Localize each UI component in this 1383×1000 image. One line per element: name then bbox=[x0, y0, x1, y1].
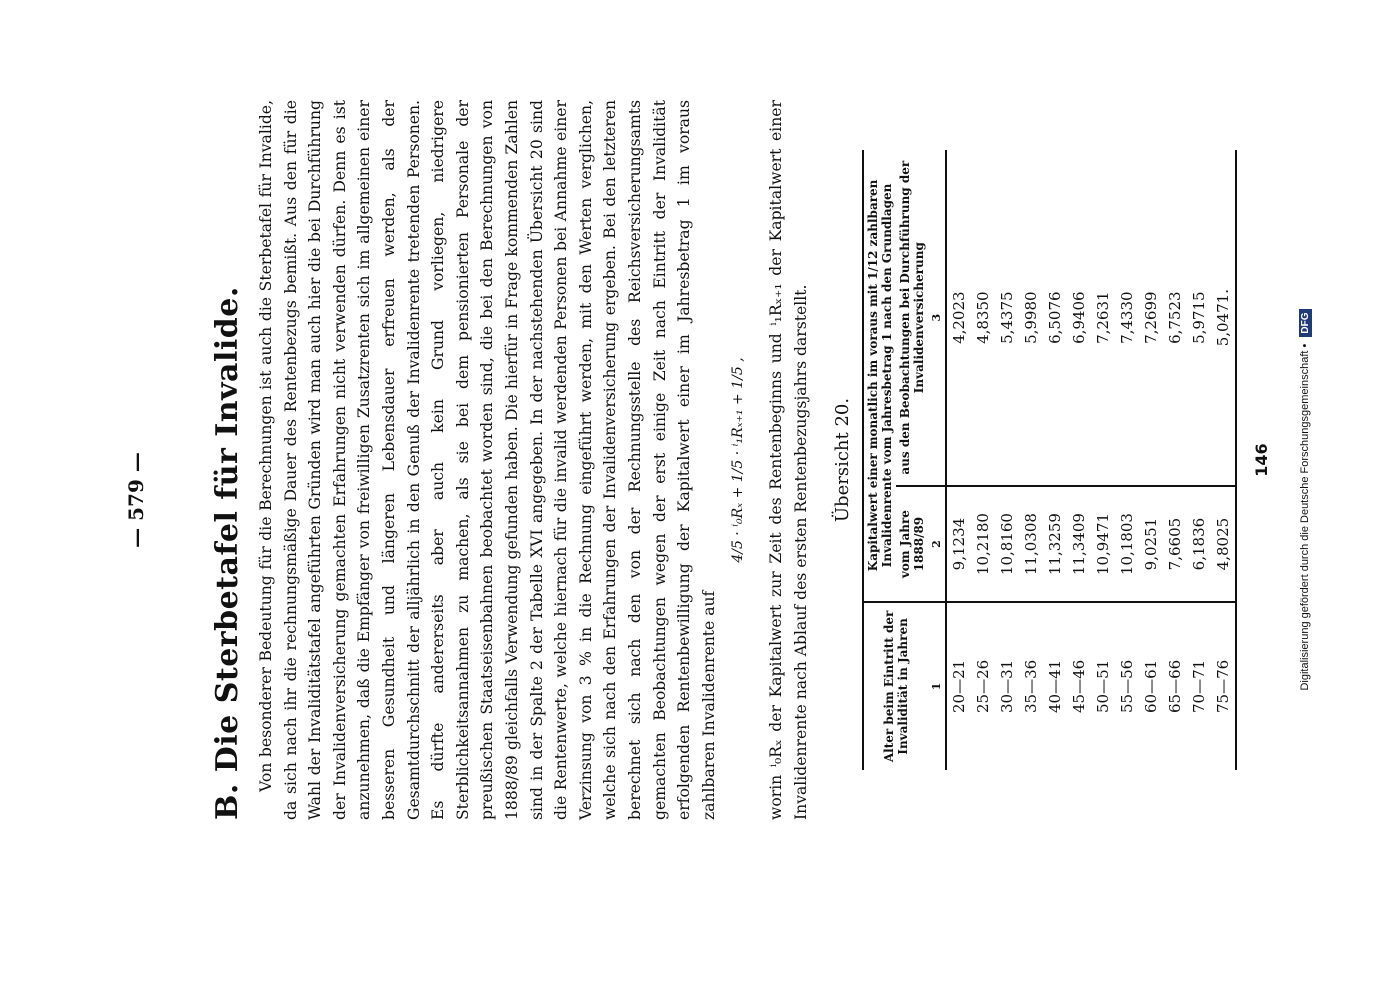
table-row bbox=[1067, 150, 1091, 770]
col-number: 1 bbox=[928, 602, 946, 770]
table-row bbox=[1091, 150, 1115, 770]
table-row bbox=[1163, 150, 1187, 770]
cell-age: 55—56 bbox=[1117, 659, 1136, 714]
col-header-inv: aus den Beobachtungen bei Durchführung der Invalidenversicherung bbox=[896, 150, 928, 486]
cell-inv: 6,5076 bbox=[1043, 150, 1067, 486]
cell-1888: 10,9471 bbox=[1091, 486, 1115, 602]
table-row bbox=[1043, 150, 1067, 770]
section-heading: B. Die Sterbetafel für Invalide. bbox=[209, 286, 245, 820]
col-header-group: Kapitalwert einer monatlich im voraus mit 1/12 zahlbaren Invalidenrente vom Jahresbetrag 1 nach den Grundlagen bbox=[863, 150, 896, 602]
body-paragraph bbox=[254, 100, 721, 820]
cell-age: 65—66 bbox=[1165, 659, 1184, 714]
sheet-number: 146 bbox=[1251, 443, 1271, 477]
digitization-credit bbox=[1299, 30, 1312, 970]
col-header-1888: vom Jahre 1888/89 bbox=[896, 486, 928, 602]
cell-age: 50—51 bbox=[1093, 659, 1112, 714]
paragraph-text: Von besonderer Bedeutung für die Berechnungen ist auch die Sterbetafel für Invalide, da sich nach ihr die rechnungsmäßige Dauer des Rentenbezugs bemißt. Aus den für die Wahl der Invaliditätstafel angeführten Gründen wird man auch hier die bei Durchführung der Invalidenversicherung gemachten Erfahrungen nicht verwenden dürfen. Denn es ist anzunehmen, daß die Empfänger von freiwilligen Zusatzrenten sich im allgemeinen einer besseren Gesundheit und längeren Lebensdauer erfreuen werden, als der Gesamtdurchschnitt der alljährlich in den Genuß der Invalidenrente tretenden Personen. Es dürfte andererseits aber auch kein Grund vorliegen, niedrigere Sterblichkeitsannahmen zu machen, als sie bei dem pensionierten Personale der preußischen Staatseisenbahnen beobachtet worden sind, die bei den Berechnungen von 1888/89 gleichfalls Verwendung gefunden haben. Die hierfür in Frage kommenden Zahlen sind in der Spalte 2 der Tabelle XVI angegeben. In der nachstehenden Übersicht 20 sind die Rentenwerte, welche hiernach für die invalid werdenden Personen bei Annahme einer Verzinsung von 3 % in die Rechnung eingeführt werden, mit den Werten verglichen, welche sich nach den Erfahrungen der Invalidenversicherung ergeben. Bei den letzteren berechnet sich nach den von der Rechnungsstelle des Reichsversicherungsamts gemachten Beobachtungen wegen der erst einige Zeit nach Eintritt der Invalidität erfolgenden Rentenbewilligung der Kapitalwert einer im Jahresbetrag 1 im voraus zahlbaren Invalidenrente auf bbox=[256, 100, 718, 820]
table-row bbox=[971, 150, 995, 770]
cell-inv: 7,4330 bbox=[1115, 150, 1139, 486]
cell-1888: 9,1234 bbox=[946, 486, 971, 602]
cell-1888: 11,0308 bbox=[1019, 486, 1043, 602]
table-row bbox=[1139, 150, 1163, 770]
formula-explanation bbox=[764, 100, 813, 820]
cell-1888: 10,8160 bbox=[995, 486, 1019, 602]
cell-age: 75—76 bbox=[1211, 602, 1236, 770]
cell-1888: 10,1803 bbox=[1115, 486, 1139, 602]
cell-1888: 11,3259 bbox=[1043, 486, 1067, 602]
table-title: Übersicht 20. bbox=[831, 397, 853, 523]
table-row bbox=[1211, 150, 1236, 770]
cell-age: 30—31 bbox=[997, 659, 1016, 714]
overview-table bbox=[862, 150, 1237, 770]
cell-1888: 11,3409 bbox=[1067, 486, 1091, 602]
table-row bbox=[1115, 150, 1139, 770]
cell-age: 20—21 bbox=[949, 659, 968, 714]
cell-age: 60—61 bbox=[1141, 659, 1160, 714]
cell-1888: 4,8025 bbox=[1211, 486, 1236, 602]
cell-inv: 6,7523 bbox=[1163, 150, 1187, 486]
table-row bbox=[995, 150, 1019, 770]
table-row bbox=[946, 150, 971, 770]
cell-age: 45—46 bbox=[1069, 659, 1088, 714]
table-row bbox=[1187, 150, 1211, 770]
explanation-text: worin ⁱ₀Rₓ der Kapitalwert zur Zeit des Rentenbeginns und ⁱ₁Rₓ₊₁ der Kapitalwert einer Invalidenrente nach Ablauf des ersten Rentenbezugsjahrs darstellt. bbox=[766, 100, 810, 820]
cell-1888: 7,6605 bbox=[1163, 486, 1187, 602]
formula: 4/5 · ⁱ₀Rₓ + 1/5 · ⁱ₁Rₓ₊₁ + 1/5 , bbox=[729, 357, 746, 563]
cell-inv: 5,0471. bbox=[1211, 150, 1236, 486]
cell-inv: 7,2631 bbox=[1091, 150, 1115, 486]
cell-inv: 4,8350 bbox=[971, 150, 995, 486]
cell-inv: 7,2699 bbox=[1139, 150, 1163, 486]
cell-age: 35—36 bbox=[1021, 659, 1040, 714]
col-header-age: Alter beim Eintritt der Invalidität in Jahren bbox=[863, 602, 928, 770]
cell-age: 25—26 bbox=[973, 659, 992, 714]
col-number: 3 bbox=[928, 150, 946, 486]
cell-inv: 5,4375 bbox=[995, 150, 1019, 486]
cell-1888: 10,2180 bbox=[971, 486, 995, 602]
dfg-logo: DFG bbox=[1299, 309, 1312, 336]
cell-1888: 9,0251 bbox=[1139, 486, 1163, 602]
credit-text: Digitalisierung gefördert durch die Deutsche Forschungsgemeinschaft • bbox=[1298, 343, 1311, 691]
cell-age: 70—71 bbox=[1189, 659, 1208, 714]
cell-inv: 5,9980 bbox=[1019, 150, 1043, 486]
cell-inv: 5,9715 bbox=[1187, 150, 1211, 486]
col-number: 2 bbox=[928, 486, 946, 602]
cell-inv: 6,9406 bbox=[1067, 150, 1091, 486]
rotated-scan-page bbox=[72, 30, 1312, 970]
cell-age: 40—41 bbox=[1045, 659, 1064, 714]
cell-1888: 6,1836 bbox=[1187, 486, 1211, 602]
page-number: — 579 — bbox=[123, 452, 148, 548]
table-row bbox=[1019, 150, 1043, 770]
cell-inv: 4,2023 bbox=[946, 150, 971, 486]
